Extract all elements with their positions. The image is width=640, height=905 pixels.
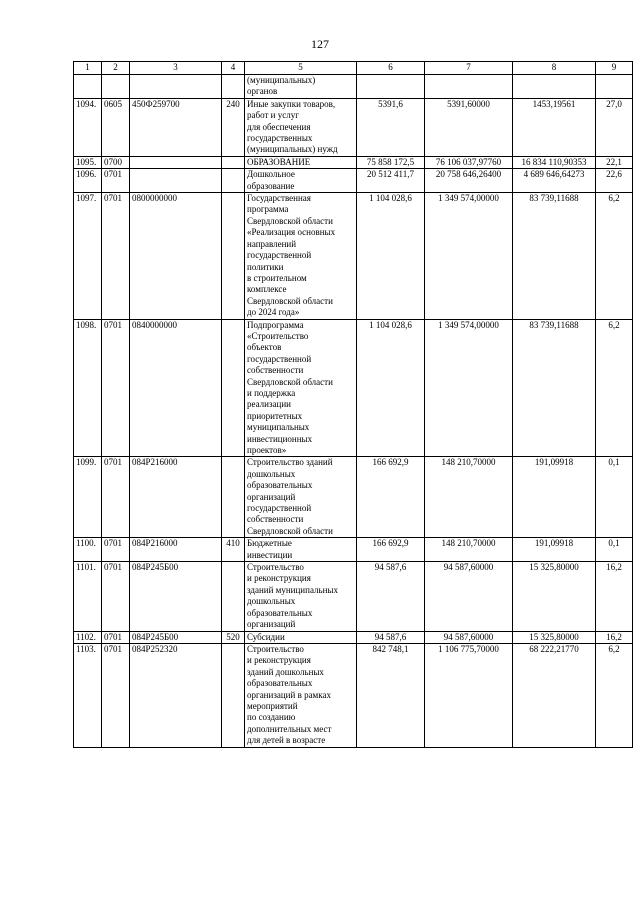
- section-code: 0605: [102, 98, 130, 156]
- row-number: [74, 75, 102, 99]
- table-row: [74, 562, 633, 631]
- expense-type: [222, 193, 245, 319]
- percent-value: 6,2: [596, 643, 633, 747]
- value-col6: 1 104 028,6: [357, 193, 425, 319]
- page-number: 127: [311, 37, 329, 51]
- row-number: 1102.: [74, 631, 102, 643]
- item-name: Государственная программа Свердловской области «Реализация основных направлений государственной политики в строительном комплексе Свердловской области до 2024 года»: [245, 193, 357, 319]
- value-col8: 191,09918: [513, 538, 596, 562]
- expense-type: [222, 319, 245, 457]
- value-col7: 94 587,60000: [425, 631, 513, 643]
- target-code: 450Ф259700: [130, 98, 222, 156]
- target-code: 0800000000: [130, 193, 222, 319]
- percent-value: 6,2: [596, 193, 633, 319]
- expense-type: [222, 457, 245, 538]
- value-col6: 75 858 172,5: [357, 156, 425, 168]
- table-row: [74, 643, 633, 747]
- value-col8: 83 739,11688: [513, 319, 596, 457]
- value-col8: 15 325,80000: [513, 631, 596, 643]
- expense-type: [222, 75, 245, 99]
- value-col7: 1 349 574,00000: [425, 193, 513, 319]
- item-name: Строительство и реконструкция зданий дошкольных образовательных организаций в рамках мероприятий по созданию дополнительных мест для детей в возрасте: [245, 643, 357, 747]
- value-col7: [425, 75, 513, 99]
- value-col7: 148 210,70000: [425, 538, 513, 562]
- row-number: 1097.: [74, 193, 102, 319]
- expense-type: [222, 562, 245, 631]
- row-number: 1095.: [74, 156, 102, 168]
- target-code: 084P245Б00: [130, 631, 222, 643]
- value-col7: 76 106 037,97760: [425, 156, 513, 168]
- value-col6: 94 587,6: [357, 562, 425, 631]
- row-number: 1101.: [74, 562, 102, 631]
- row-number: 1099.: [74, 457, 102, 538]
- value-col8: 4 689 646,64273: [513, 169, 596, 193]
- value-col8: [513, 75, 596, 99]
- value-col7: 148 210,70000: [425, 457, 513, 538]
- percent-value: 0,1: [596, 538, 633, 562]
- value-col7: 1 349 574,00000: [425, 319, 513, 457]
- table-row: [74, 98, 633, 156]
- item-name: Бюджетные инвестиции: [245, 538, 357, 562]
- target-code: 084P216000: [130, 538, 222, 562]
- table-row: [74, 193, 633, 319]
- target-code: 084P245Б00: [130, 562, 222, 631]
- section-code: 0700: [102, 156, 130, 168]
- value-col8: 15 325,80000: [513, 562, 596, 631]
- target-code: [130, 156, 222, 168]
- value-col6: 20 512 411,7: [357, 169, 425, 193]
- target-code: 0840000000: [130, 319, 222, 457]
- target-code: 084P252320: [130, 643, 222, 747]
- section-code: 0701: [102, 457, 130, 538]
- item-name: Субсидии: [245, 631, 357, 643]
- item-name: Дошкольное образование: [245, 169, 357, 193]
- value-col6: 842 748,1: [357, 643, 425, 747]
- table-row: [74, 169, 633, 193]
- item-name: (муниципальных) органов: [245, 75, 357, 99]
- table-row: [74, 457, 633, 538]
- percent-value: 6,2: [596, 319, 633, 457]
- table-row: [74, 75, 633, 99]
- target-code: 084P216000: [130, 457, 222, 538]
- percent-value: 16,2: [596, 562, 633, 631]
- budget-table: [73, 61, 633, 748]
- value-col7: 94 587,60000: [425, 562, 513, 631]
- expense-type: [222, 156, 245, 168]
- column-header: 5: [245, 62, 357, 75]
- column-header: 7: [425, 62, 513, 75]
- section-code: 0701: [102, 562, 130, 631]
- header-row: [74, 62, 633, 75]
- table-row: [74, 538, 633, 562]
- column-header: 8: [513, 62, 596, 75]
- expense-type: 520: [222, 631, 245, 643]
- percent-value: 22,1: [596, 156, 633, 168]
- section-code: 0701: [102, 538, 130, 562]
- value-col6: 166 692,9: [357, 538, 425, 562]
- expense-type: [222, 169, 245, 193]
- column-header: 3: [130, 62, 222, 75]
- section-code: [102, 75, 130, 99]
- value-col8: 1453,19561: [513, 98, 596, 156]
- column-header: 2: [102, 62, 130, 75]
- column-header: 6: [357, 62, 425, 75]
- target-code: [130, 75, 222, 99]
- row-number: 1100.: [74, 538, 102, 562]
- value-col8: 16 834 110,90353: [513, 156, 596, 168]
- expense-type: 240: [222, 98, 245, 156]
- item-name: ОБРАЗОВАНИЕ: [245, 156, 357, 168]
- row-number: 1096.: [74, 169, 102, 193]
- section-code: 0701: [102, 169, 130, 193]
- value-col7: 20 758 646,26400: [425, 169, 513, 193]
- column-header: 1: [74, 62, 102, 75]
- section-code: 0701: [102, 193, 130, 319]
- expense-type: [222, 643, 245, 747]
- percent-value: 27,0: [596, 98, 633, 156]
- value-col6: 1 104 028,6: [357, 319, 425, 457]
- item-name: Строительство зданий дошкольных образовательных организаций государственной собственности Свердловской области: [245, 457, 357, 538]
- section-code: 0701: [102, 643, 130, 747]
- value-col6: 94 587,6: [357, 631, 425, 643]
- section-code: 0701: [102, 631, 130, 643]
- value-col7: 1 106 775,70000: [425, 643, 513, 747]
- row-number: 1098.: [74, 319, 102, 457]
- value-col8: 83 739,11688: [513, 193, 596, 319]
- row-number: 1103.: [74, 643, 102, 747]
- value-col8: 191,09918: [513, 457, 596, 538]
- row-number: 1094.: [74, 98, 102, 156]
- value-col8: 68 222,21770: [513, 643, 596, 747]
- table-row: [74, 156, 633, 168]
- target-code: [130, 169, 222, 193]
- percent-value: 0,1: [596, 457, 633, 538]
- percent-value: 16,2: [596, 631, 633, 643]
- expense-type: 410: [222, 538, 245, 562]
- item-name: Иные закупки товаров, работ и услуг для обеспечения государственных (муниципальных) нужд: [245, 98, 357, 156]
- table-row: [74, 319, 633, 457]
- item-name: Подпрограмма «Строительство объектов государственной собственности Свердловской области и поддержка реализации приоритетных муниципальных инвестиционных проектов»: [245, 319, 357, 457]
- column-header: 9: [596, 62, 633, 75]
- value-col6: 5391,6: [357, 98, 425, 156]
- value-col6: 166 692,9: [357, 457, 425, 538]
- column-header: 4: [222, 62, 245, 75]
- value-col7: 5391,60000: [425, 98, 513, 156]
- value-col6: [357, 75, 425, 99]
- percent-value: 22,6: [596, 169, 633, 193]
- table-row: [74, 631, 633, 643]
- section-code: 0701: [102, 319, 130, 457]
- percent-value: [596, 75, 633, 99]
- item-name: Строительство и реконструкция зданий муниципальных дошкольных образовательных организаций: [245, 562, 357, 631]
